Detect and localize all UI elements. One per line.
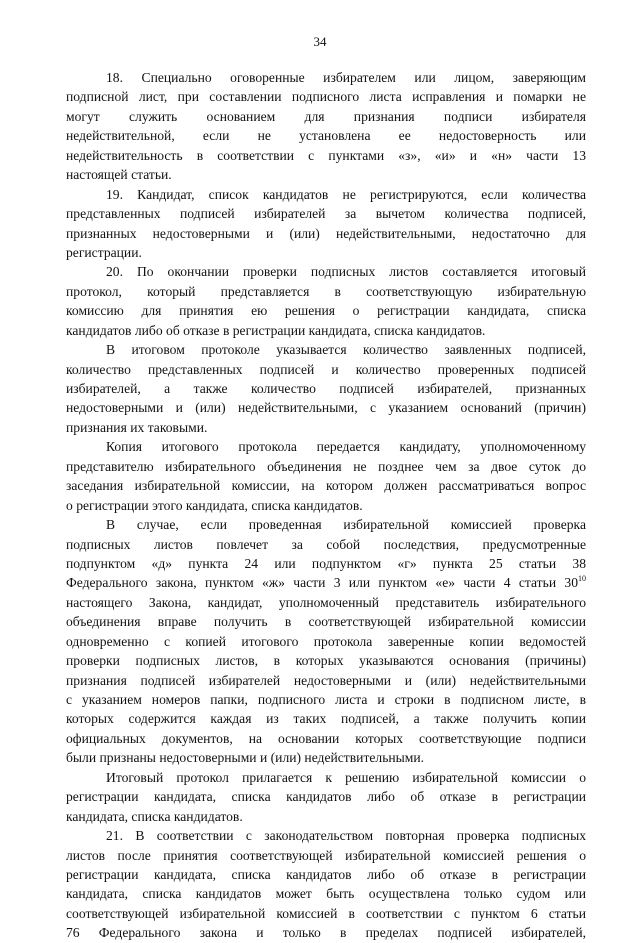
text-line bbox=[66, 612, 586, 631]
text-line bbox=[66, 554, 586, 573]
text-line bbox=[66, 107, 586, 126]
text-line bbox=[66, 282, 586, 301]
text-line bbox=[66, 340, 586, 359]
text-line bbox=[66, 573, 586, 592]
text-line-content: протокол, который представляется в соответствующую избирательную bbox=[66, 283, 586, 299]
text-line bbox=[66, 321, 586, 340]
text-line-content: проверки подписных листов, в которых указываются основания (причины) bbox=[66, 653, 586, 669]
text-line-content: настоящей статьи. bbox=[66, 167, 172, 183]
text-line-content: официальных документов, на основании которых соответствующие подписи bbox=[66, 730, 586, 746]
text-line bbox=[66, 923, 586, 942]
text-line bbox=[66, 729, 586, 748]
text-line bbox=[66, 535, 586, 554]
text-line bbox=[66, 224, 586, 243]
text-line-content: Итоговый протокол прилагается к решению избирательной комиссии о bbox=[106, 769, 586, 785]
text-line-content: кандидата, списка кандидатов. bbox=[66, 808, 243, 824]
text-line bbox=[66, 360, 586, 379]
text-line-content: представителю избирательного объединения не позднее чем за двое суток до bbox=[66, 458, 586, 474]
text-line-content: недействительность в соответствии с пунктами «з», «и» и «н» части 13 bbox=[66, 147, 586, 163]
text-line bbox=[66, 884, 586, 903]
text-line bbox=[66, 418, 586, 437]
text-line-content: количество представленных подписей и количество проверенных подписей bbox=[66, 361, 586, 377]
text-line bbox=[66, 748, 586, 767]
text-line-content: представленных подписей избирателей за вычетом количества подписей, bbox=[66, 206, 586, 222]
text-line-content: заседания избирательной комиссии, на котором должен рассматриваться вопрос bbox=[66, 478, 586, 494]
footnote-superscript: 10 bbox=[578, 574, 586, 584]
text-line-content: которых содержится каждая из таких подписей, а также получить копии bbox=[66, 711, 586, 727]
text-line bbox=[66, 593, 586, 612]
text-line bbox=[66, 826, 586, 845]
text-line-content: настоящего Закона, кандидат, уполномоченный представитель избирательного bbox=[66, 594, 586, 610]
text-line-content: признания подписей избирателей недостоверными и (или) недействительными bbox=[66, 672, 586, 688]
text-line bbox=[66, 379, 586, 398]
text-line bbox=[66, 768, 586, 787]
text-line bbox=[66, 68, 586, 87]
text-line bbox=[66, 865, 586, 884]
text-line-content: регистрации кандидата, списка кандидатов либо об отказе в регистрации bbox=[66, 866, 586, 882]
text-line-content: Федерального закона, пунктом «ж» части 3 или пунктом «е» части 4 статьи 30 bbox=[66, 575, 578, 591]
text-line bbox=[66, 632, 586, 651]
text-line bbox=[66, 185, 586, 204]
text-line bbox=[66, 243, 586, 262]
text-line bbox=[66, 146, 586, 165]
text-line bbox=[66, 262, 586, 281]
text-line-content: были признаны недостоверными и (или) недействительными. bbox=[66, 750, 425, 766]
text-line-content: 21. В соответствии с законодательством повторная проверка подписных bbox=[106, 828, 586, 844]
text-line-content: В случае, если проведенная избирательной комиссией проверка bbox=[106, 517, 586, 533]
text-line-content: избирателей, а также количество подписей избирателей, признанных bbox=[66, 381, 586, 396]
text-line bbox=[66, 709, 586, 728]
text-line bbox=[66, 787, 586, 806]
text-line bbox=[66, 437, 586, 456]
text-line bbox=[66, 515, 586, 534]
text-line bbox=[66, 204, 586, 223]
text-line bbox=[66, 651, 586, 670]
text-line bbox=[66, 807, 586, 826]
text-line-content: могут служить основанием для признания подписи избирателя bbox=[66, 108, 586, 124]
text-line bbox=[66, 87, 586, 106]
text-line bbox=[66, 126, 586, 145]
text-line-content: кандидата, списка кандидатов может быть осуществлена только судом или bbox=[66, 886, 586, 902]
text-line-content: листов после принятия соответствующей избирательной комиссией решения о bbox=[66, 847, 586, 863]
text-line bbox=[66, 457, 586, 476]
text-line-content: 76 Федерального закона и только в пределах подписей избирателей, bbox=[66, 925, 586, 941]
text-line-content: признания их таковыми. bbox=[66, 419, 208, 435]
text-line-content: регистрации кандидата, списка кандидатов либо об отказе в регистрации bbox=[66, 789, 586, 805]
text-line-content: подпунктом «д» пункта 24 или подпунктом «г» пункта 25 статьи 38 bbox=[66, 555, 586, 571]
text-line-content: недостоверными и (или) недействительными, с указанием оснований (причин) bbox=[66, 400, 586, 416]
text-line-content: комиссию для принятия ею решения о регистрации кандидата, списка bbox=[66, 303, 586, 319]
text-line-content: подписных листов повлечет за собой последствия, предусмотренные bbox=[66, 536, 586, 552]
text-line-content: 18. Специально оговоренные избирателем или лицом, заверяющим bbox=[106, 70, 586, 85]
text-line-content: объединения вправе получить в соответствующей избирательной комиссии bbox=[66, 614, 586, 630]
text-line-content: подписной лист, при составлении подписного листа исправления и помарки не bbox=[66, 89, 586, 105]
text-line-content: 20. По окончании проверки подписных листов составляется итоговый bbox=[106, 264, 586, 280]
text-line bbox=[66, 671, 586, 690]
text-line bbox=[66, 846, 586, 865]
text-line-content: признанных недостоверными и (или) недействительными, недостаточно для bbox=[66, 225, 586, 241]
text-line-content: кандидатов либо об отказе в регистрации кандидата, списка кандидатов. bbox=[66, 322, 486, 338]
text-line bbox=[66, 476, 586, 495]
text-line-content: В итоговом протоколе указывается количество заявленных подписей, bbox=[106, 342, 586, 358]
document-body bbox=[66, 68, 586, 943]
text-line-content: соответствующей избирательной комиссией в соответствии с пунктом 6 статьи bbox=[66, 905, 586, 921]
text-line bbox=[66, 301, 586, 320]
text-line bbox=[66, 690, 586, 709]
text-line bbox=[66, 496, 586, 515]
text-line-content: Копия итогового протокола передается кандидату, уполномоченному bbox=[106, 439, 586, 455]
text-line bbox=[66, 398, 586, 417]
text-line-content: 19. Кандидат, список кандидатов не регистрируются, если количества bbox=[106, 186, 586, 202]
text-line-content: одновременно с копией итогового протокола заверенные копии ведомостей bbox=[66, 633, 586, 649]
text-line bbox=[66, 904, 586, 923]
text-line-content: с указанием номеров папки, подписного листа и строки в подписном листе, в bbox=[66, 692, 586, 707]
text-line-content: регистрации. bbox=[66, 244, 142, 260]
page-number: 34 bbox=[313, 34, 327, 49]
text-line-content: недействительной, если не установлена ее недостоверность или bbox=[66, 128, 586, 144]
text-line bbox=[66, 165, 586, 184]
text-line-content: о регистрации этого кандидата, списка кандидатов. bbox=[66, 497, 363, 513]
